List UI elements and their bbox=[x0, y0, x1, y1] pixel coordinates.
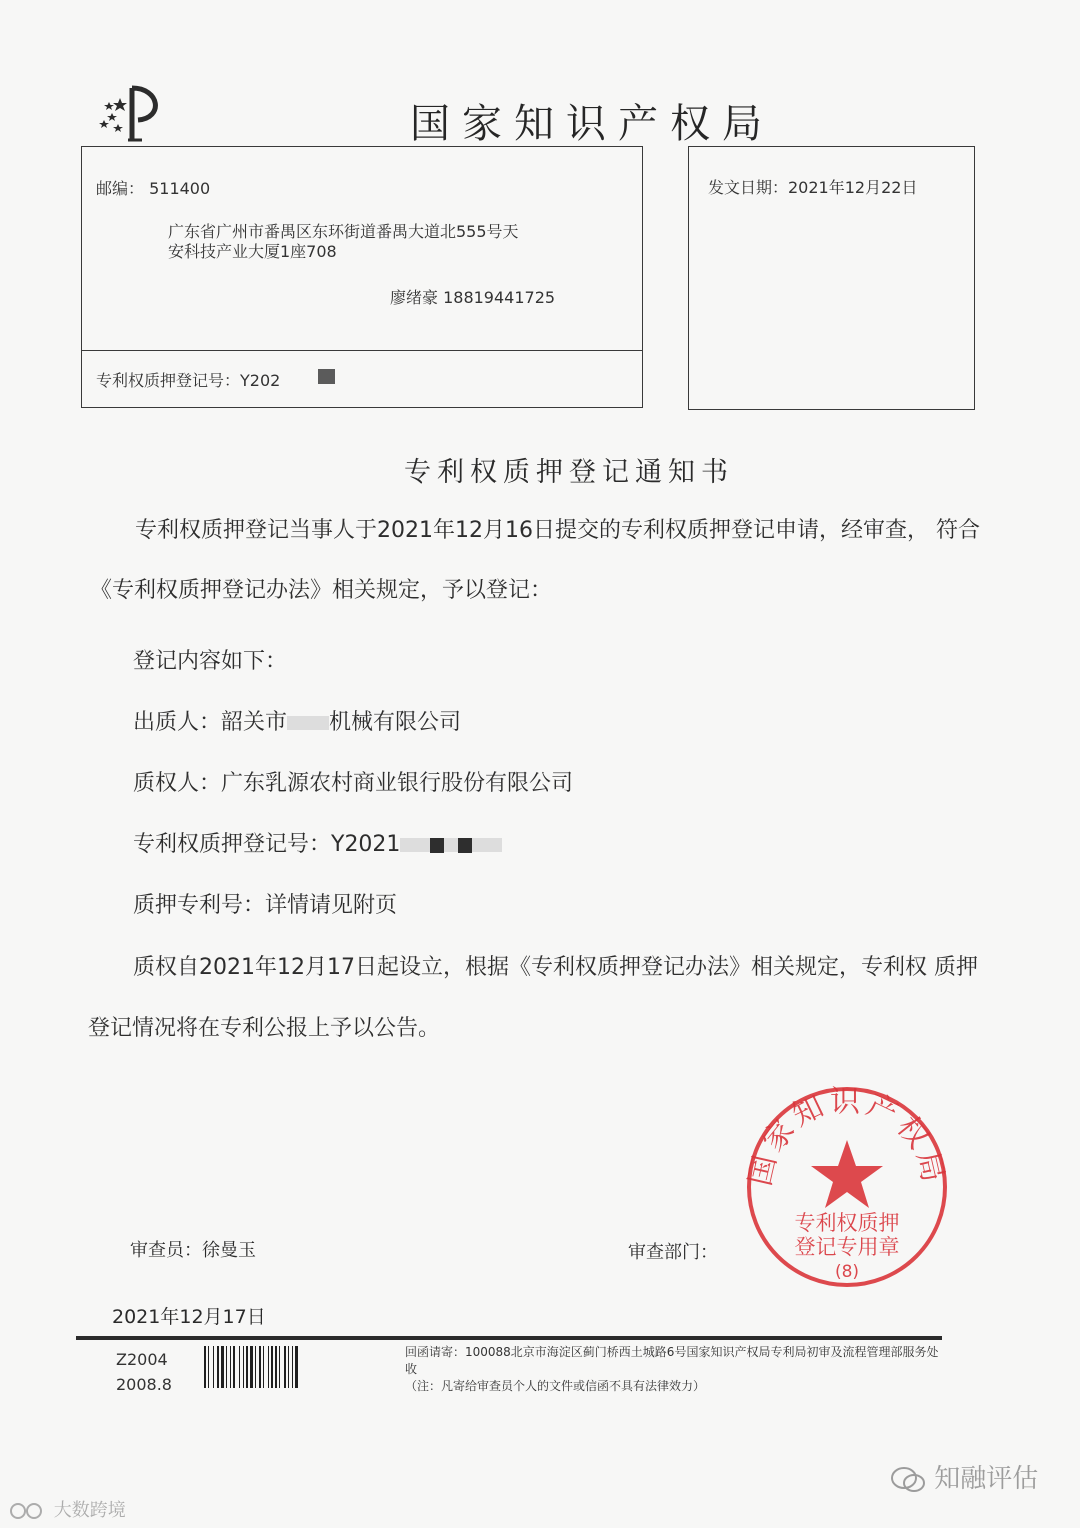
agency-title: 国家知识产权局 bbox=[410, 101, 774, 147]
barcode-bar bbox=[243, 1346, 244, 1388]
barcode-bar bbox=[268, 1346, 269, 1388]
registration-redaction-1 bbox=[400, 838, 430, 852]
barcode bbox=[202, 1346, 342, 1388]
reply-address: 回函请寄：100088北京市海淀区蓟门桥西土城路6号国家知识产权局专利局初审及流程管理部服务处收 bbox=[405, 1345, 939, 1376]
barcode-bar bbox=[226, 1346, 227, 1388]
seal-star-icon bbox=[811, 1140, 883, 1208]
official-seal bbox=[742, 1082, 952, 1292]
registration-number-small bbox=[96, 368, 280, 391]
registration-redaction-2 bbox=[430, 838, 444, 853]
watermark-right-text: 知融评估 bbox=[934, 1464, 1039, 1494]
address-box-divider bbox=[81, 350, 643, 351]
wechat-icon bbox=[890, 1466, 926, 1494]
seal-center-line-1: 专利权质押 bbox=[794, 1211, 900, 1235]
barcode-bar bbox=[263, 1346, 264, 1388]
barcode-bar bbox=[239, 1346, 240, 1388]
barcode-bar bbox=[275, 1346, 277, 1388]
paragraph-1-line-2: 《专利权质押登记办法》相关规定，予以登记： bbox=[90, 578, 553, 603]
barcode-bar bbox=[288, 1346, 289, 1388]
footer-note bbox=[405, 1344, 945, 1395]
registration-number-prefix: 专利权质押登记号：Y2021 bbox=[133, 832, 401, 857]
contact-name-phone: 廖绪豪 18819441725 bbox=[390, 288, 556, 307]
department-label: 审查部门： bbox=[628, 1242, 718, 1263]
barcode-bar bbox=[259, 1346, 261, 1388]
postcode: 邮编： 511400 bbox=[96, 179, 211, 198]
redaction-block bbox=[318, 369, 335, 384]
brand-icon bbox=[8, 1501, 48, 1521]
form-code bbox=[116, 1347, 172, 1397]
form-version: 2008.8 bbox=[116, 1375, 172, 1394]
address-line-2: 安科技产业大厦1座708 bbox=[168, 242, 337, 261]
registration-redaction-4 bbox=[458, 838, 472, 853]
barcode-bar bbox=[250, 1346, 253, 1388]
barcode-bar bbox=[246, 1346, 248, 1388]
examiner: 审查员：徐曼玉 bbox=[130, 1240, 256, 1261]
cnipa-logo bbox=[98, 80, 170, 144]
registration-number bbox=[133, 827, 502, 858]
barcode-bar bbox=[204, 1346, 206, 1388]
registration-partial: Y202 bbox=[240, 371, 281, 390]
barcode-bar bbox=[255, 1346, 256, 1388]
barcode-bar bbox=[284, 1346, 286, 1388]
watermark-right bbox=[890, 1458, 1038, 1495]
barcode-bar bbox=[213, 1346, 214, 1388]
notice-title: 专利权质押登记通知书 bbox=[404, 457, 734, 488]
barcode-bar bbox=[221, 1346, 224, 1388]
issue-date: 发文日期：2021年12月22日 bbox=[708, 178, 918, 197]
seal-center-line-2: 登记专用章 bbox=[794, 1235, 900, 1259]
seal-center-line-3: (8) bbox=[834, 1262, 860, 1282]
barcode-bar bbox=[233, 1346, 235, 1388]
content-intro: 登记内容如下： bbox=[133, 649, 288, 674]
pledgor-redaction bbox=[287, 716, 329, 730]
form-code-number: Z2004 bbox=[116, 1350, 168, 1369]
address-line-1: 广东省广州市番禺区东环街道番禺大道北555号天 bbox=[168, 222, 519, 241]
barcode-bar bbox=[208, 1346, 209, 1388]
mailing-address bbox=[168, 222, 568, 262]
watermark-left bbox=[8, 1496, 126, 1522]
pledgor bbox=[133, 705, 461, 736]
legal-note: （注：凡寄给审查员个人的文件或信函不具有法律效力） bbox=[405, 1379, 706, 1393]
sign-date: 2021年12月17日 bbox=[112, 1306, 266, 1328]
paragraph-2-line-2: 登记情况将在专利公报上予以公告。 bbox=[88, 1016, 441, 1041]
footer-rule bbox=[76, 1336, 942, 1340]
watermark-left-text: 大数跨境 bbox=[53, 1500, 126, 1521]
registration-redaction-3 bbox=[444, 838, 458, 852]
barcode-bar bbox=[279, 1346, 280, 1388]
registration-label: 专利权质押登记号： bbox=[96, 371, 241, 390]
barcode-bar bbox=[217, 1346, 219, 1388]
barcode-bar bbox=[295, 1346, 298, 1388]
barcode-bar bbox=[271, 1346, 273, 1388]
barcode-bar bbox=[292, 1346, 293, 1388]
registration-redaction-5 bbox=[472, 838, 502, 852]
barcode-bar bbox=[230, 1346, 231, 1388]
pledgor-suffix: 机械有限公司 bbox=[329, 710, 462, 735]
paragraph-2-line-1: 质权自2021年12月17日起设立，根据《专利权质押登记办法》相关规定，专利权 质押 bbox=[133, 955, 978, 980]
paragraph-1-line-1: 专利权质押登记当事人于2021年12月16日提交的专利权质押登记申请，经审查， 符合 bbox=[135, 518, 980, 543]
pledgee: 质权人：广东乳源农村商业银行股份有限公司 bbox=[133, 771, 574, 796]
seal-ring-text: 国家知识产权局 bbox=[742, 1084, 952, 1190]
pledged-patent: 质押专利号：详情请见附页 bbox=[133, 893, 398, 918]
pledgor-prefix: 出质人：韶关市 bbox=[133, 710, 288, 735]
